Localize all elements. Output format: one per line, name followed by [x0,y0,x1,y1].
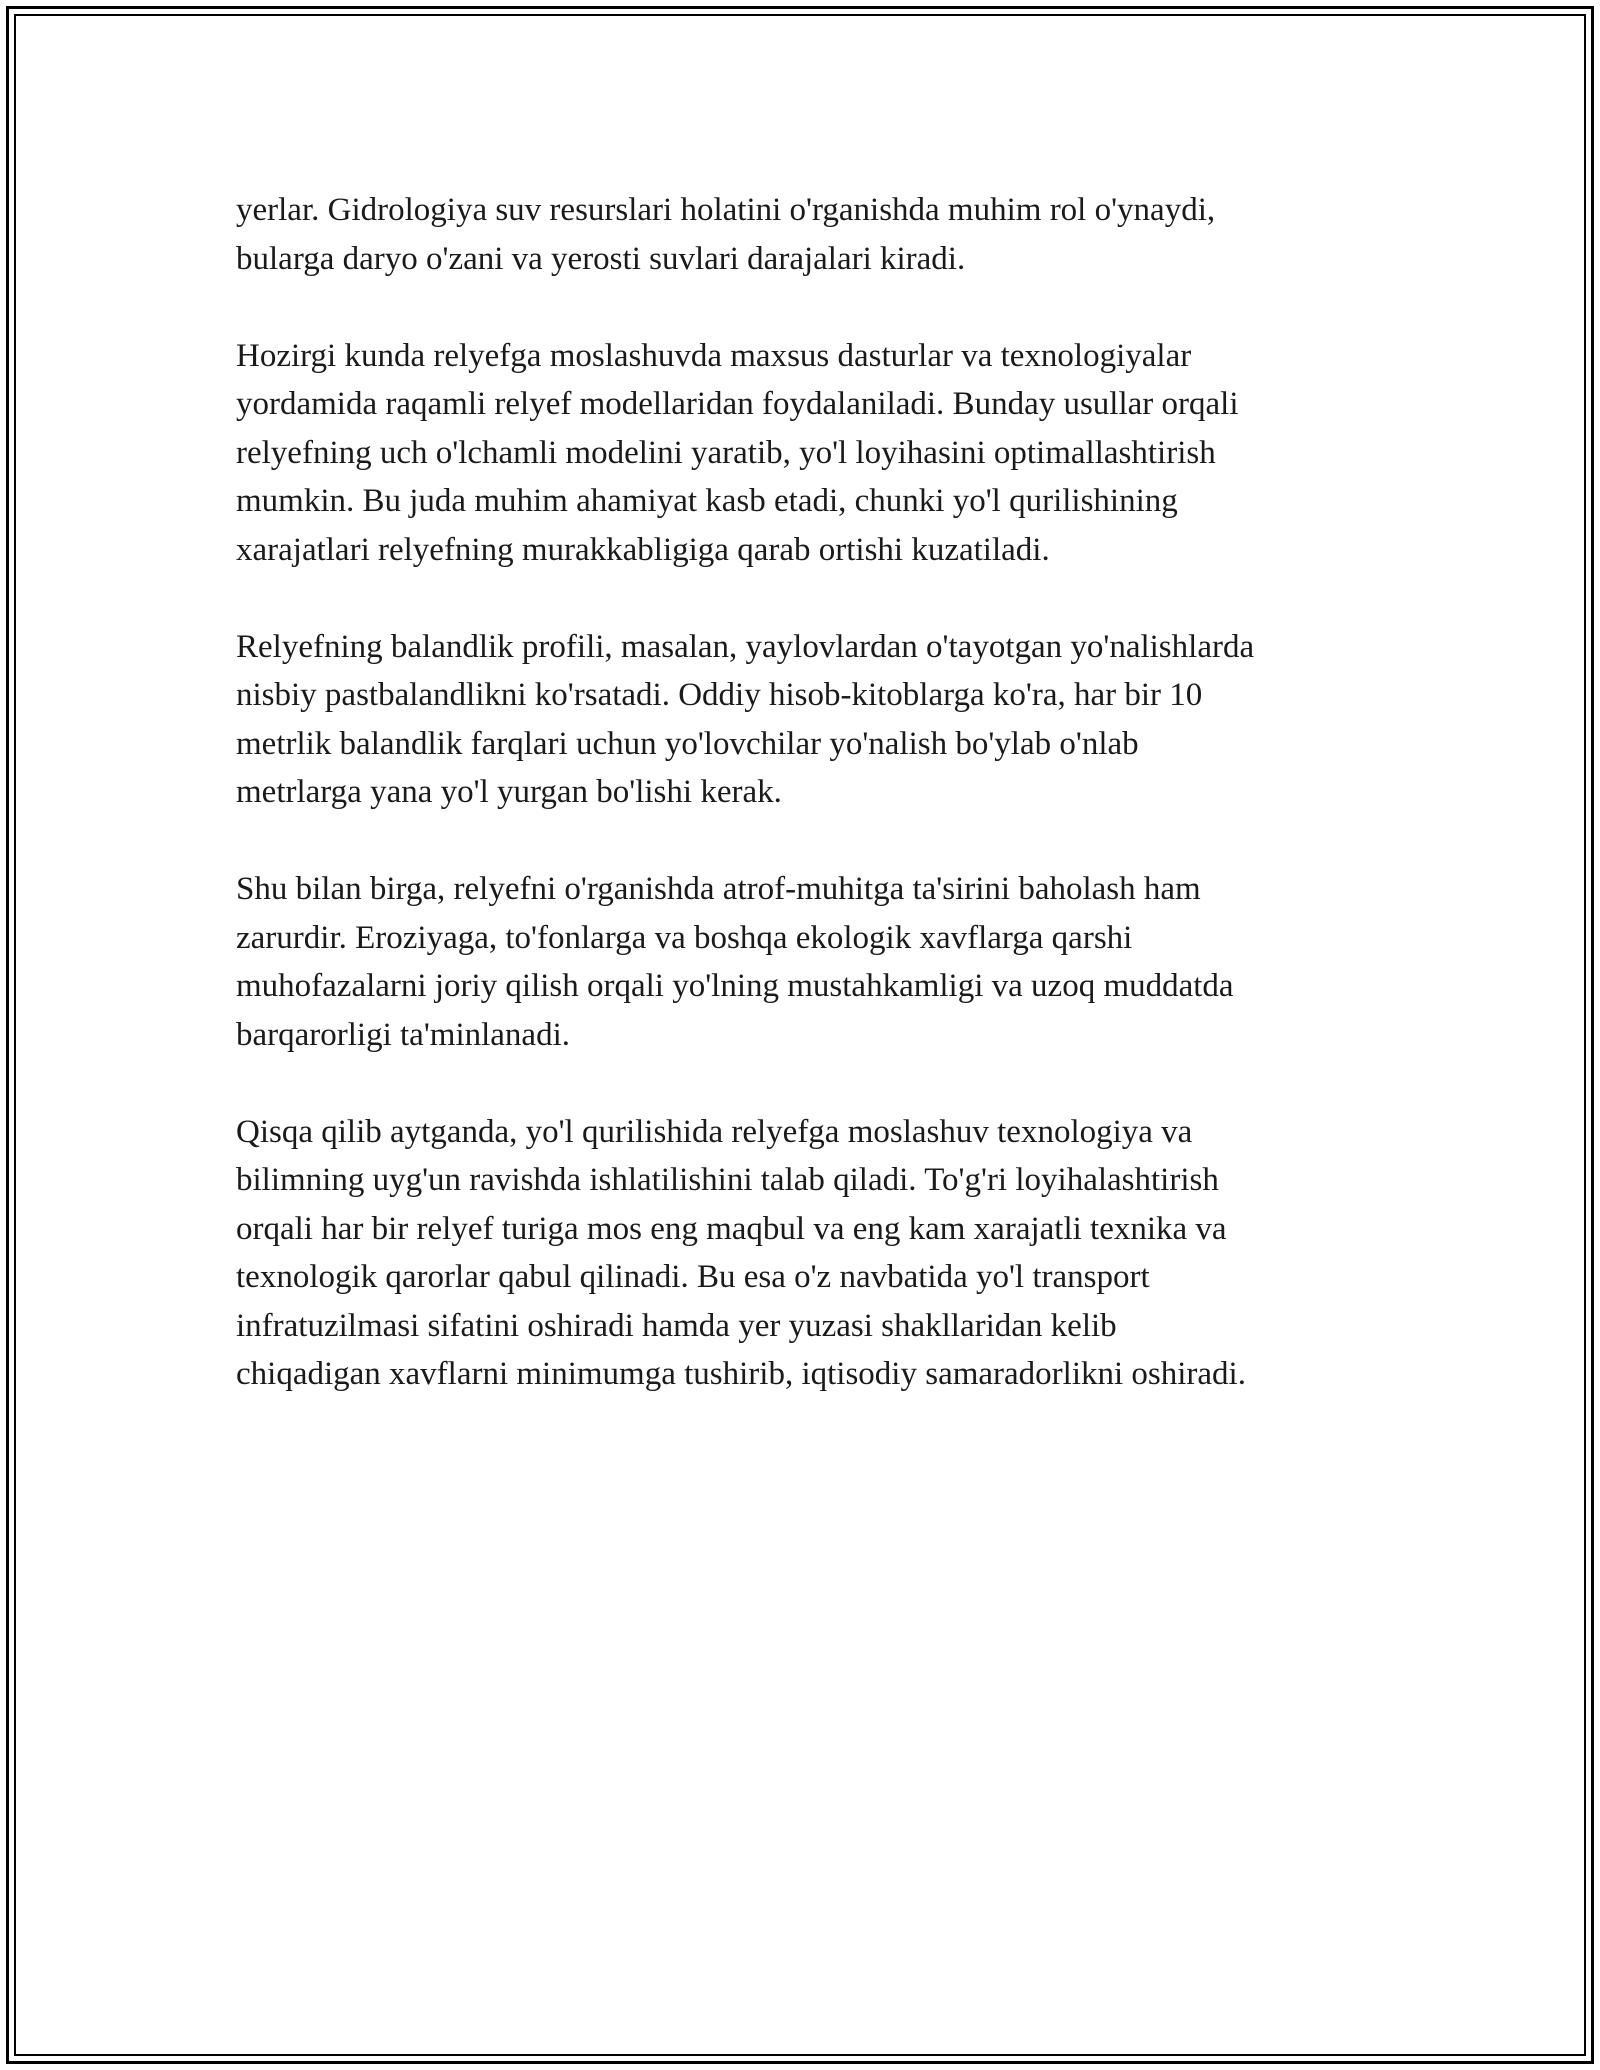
document-body [236,186,1400,1447]
paragraph-1: yerlar. Gidrologiya suv resurslari holatini o'rganishda muhim rol o'ynaydi, bularga daryo o'zani va yerosti suvlari darajalari kiradi. [236,192,1216,277]
paragraph-4: Shu bilan birga, relyefni o'rganishda atrof-muhitga ta'sirini baholash ham zarurdir. Eroziyaga, to'fonlarga va boshqa ekologik xavflarga qarshi muhofazalarni joriy qilish orqali yo'lning mustahkamligi va uzoq muddatda barqarorligi ta'minlanadi. [236,871,1234,1053]
paragraph-2: Hozirgi kunda relyefga moslashuvda maxsus dasturlar va texnologiyalar yordamida raqamli relyef modellaridan foydalaniladi. Bunday usullar orqali relyefning uch o'lchamli modelini yaratib, yo'l loyihasini optimallashtirish mumkin. Bu juda muhim ahamiyat kasb etadi, chunki yo'l qurilishining xarajatlari relyefning murakkabligiga qarab ortishi kuzatiladi. [236,337,1239,568]
paragraph-3: Relyefning balandlik profili, masalan, yaylovlardan o'tayotgan yo'nalishlarda nisbiy pastbalandlikni ko'rsatadi. Oddiy hisob-kitoblarga ko'ra, har bir 10 metrlik balandlik farqlari uchun yo'lovchilar yo'nalish bo'ylab o'nlab metrlarga yana yo'l yurgan bo'lishi kerak. [236,628,1255,810]
paragraph-5: Qisqa qilib aytganda, yo'l qurilishida relyefga moslashuv texnologiya va bilimning uyg'un ravishda ishlatilishini talab qiladi. To'g'ri loyihalashtirish orqali har bir relyef turiga mos eng maqbul va eng kam xarajatli texnika va texnologik qarorlar qabul qilinadi. Bu esa o'z navbatida yo'l transport infratuzilmasi sifatini oshiradi hamda yer yuzasi shakllaridan kelib chiqadigan xavflarni minimumga tushirib, iqtisodiy samaradorlikni oshiradi. [236,1113,1246,1392]
